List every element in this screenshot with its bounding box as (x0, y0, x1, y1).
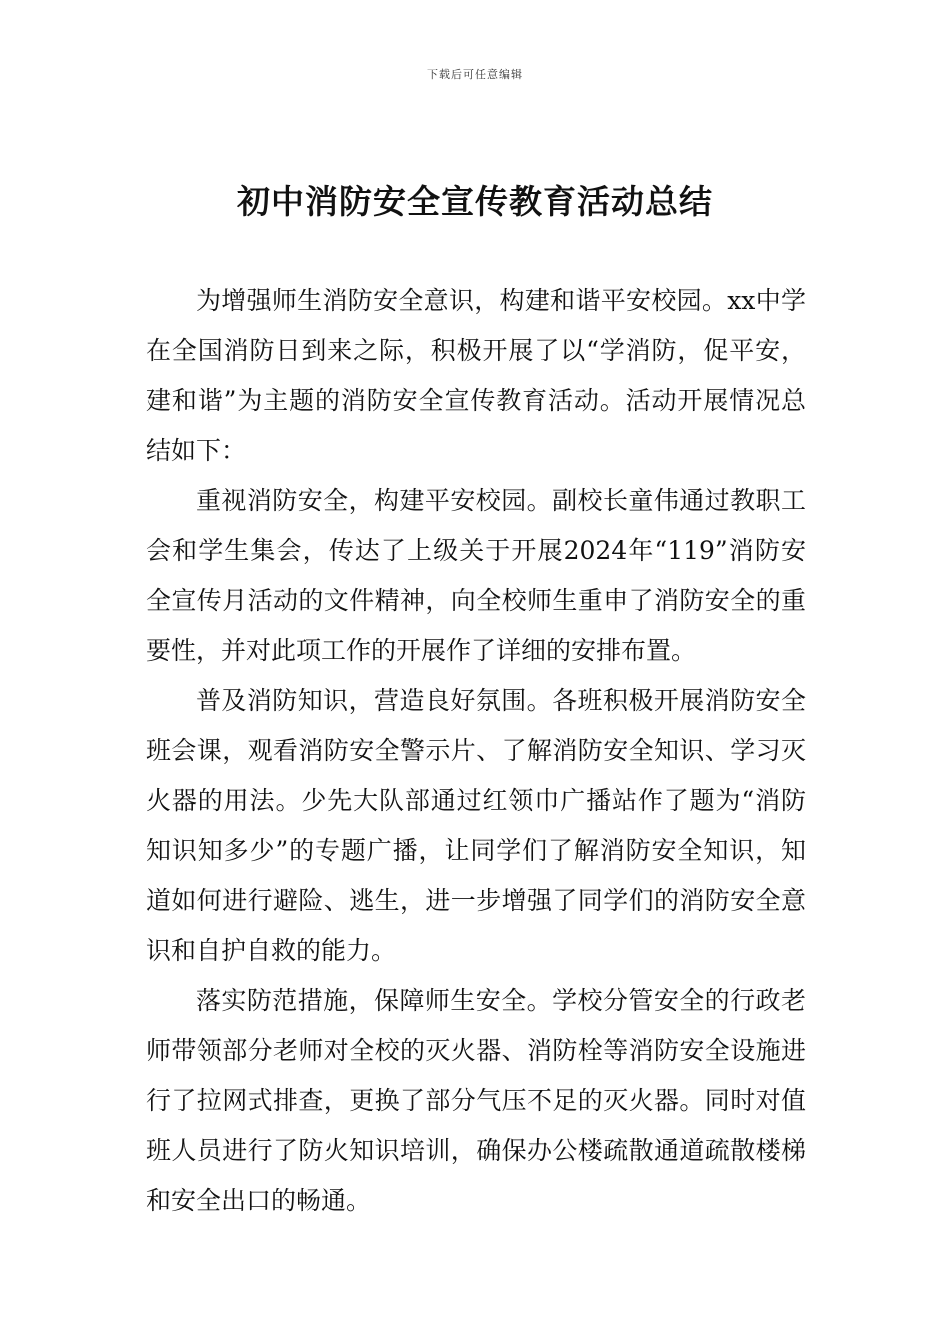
document-title: 初中消防安全宣传教育活动总结 (237, 182, 713, 221)
header-note: 下载后可任意编辑 (427, 68, 523, 81)
paragraph-knowledge: 普及消防知识，营造良好氛围。各班积极开展消防安全班会课，观看消防安全警示片、了解消防安全知识、学习灭火器的用法。少先大队部通过红领巾广播站作了题为“消防知识知多少”的专题广播，让同学们了解消防安全知识，知道如何进行避险、逃生，进一步增强了同学们的消防安全意识和自护自救的能力。 (146, 686, 806, 965)
paragraph-importance: 重视消防安全，构建平安校园。副校长童伟通过教职工会和学生集会，传达了上级关于开展2024年“119”消防安全宣传月活动的文件精神，向全校师生重申了消防安全的重要性，并对此项工作的开展作了详细的安排布置。 (146, 486, 806, 665)
paragraph-measures: 落实防范措施，保障师生安全。学校分管安全的行政老师带领部分老师对全校的灭火器、消防栓等消防安全设施进行了拉网式排查，更换了部分气压不足的灭火器。同时对值班人员进行了防火知识培训，确保办公楼疏散通道疏散楼梯和安全出口的畅通。 (146, 986, 806, 1215)
paragraph-intro: 为增强师生消防安全意识，构建和谐平安校园。xx中学在全国消防日到来之际，积极开展了以“学消防，促平安，建和谐”为主题的消防安全宣传教育活动。活动开展情况总结如下： (146, 286, 806, 465)
document-body (146, 276, 806, 1226)
